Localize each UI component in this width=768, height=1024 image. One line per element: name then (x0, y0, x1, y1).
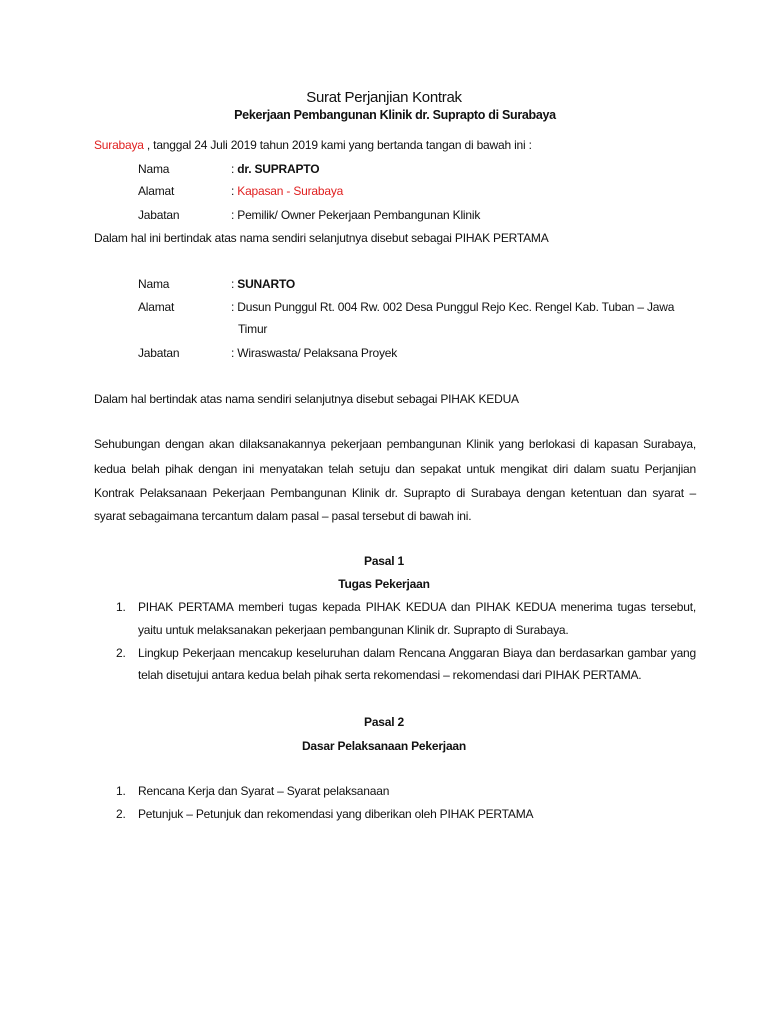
pasal2-subheading: Dasar Pelaksanaan Pekerjaan (301, 739, 467, 753)
pihak2-jabatan-label: Jabatan (138, 346, 180, 360)
pihak2-alamat-value-line1: Dusun Punggul Rt. 004 Rw. 002 Desa Punggul Rejo Kec. Rengel Kab. Tuban – Jawa (237, 300, 675, 314)
paragraph-line-4: syarat sebagaimana tercantum dalam pasal – pasal tersebut di bawah ini. (94, 509, 472, 523)
pasal2-item1-number: 1. (116, 784, 126, 798)
pasal2-heading: Pasal 2 (364, 715, 404, 729)
pasal1-item2-line2: telah disetujui antara kedua belah pihak serta rekomendasi – rekomendasi dari PIHAK PERTAMA. (138, 668, 642, 682)
pihak1-nama-field (231, 162, 319, 176)
colon: : (231, 300, 235, 314)
pihak1-nama-label: Nama (138, 162, 170, 176)
pihak2-nama-value: SUNARTO (237, 277, 295, 291)
intro-text: , tanggal 24 Juli 2019 tahun 2019 kami yang bertanda tangan di bawah ini : (143, 138, 532, 152)
colon: : (231, 277, 235, 291)
pihak1-nama-value: dr. SUPRAPTO (237, 162, 320, 176)
pihak2-nama-label: Nama (138, 277, 170, 291)
document-subtitle: Pekerjaan Pembangunan Klinik dr. Suprapto di Surabaya (234, 108, 556, 122)
pihak1-jabatan-field (231, 208, 480, 222)
paragraph-line-1: Sehubungan dengan akan dilaksanakannya pekerjaan pembangunan Klinik yang berlokasi di kapasan Surabaya, (94, 437, 696, 451)
paragraph-line-3: Kontrak Pelaksanaan Pekerjaan Pembangunan Klinik dr. Suprapto di Surabaya dengan ketentuan dan syarat – (94, 486, 696, 500)
pasal2-item1-text: Rencana Kerja dan Syarat – Syarat pelaksanaan (138, 784, 390, 798)
pihak1-jabatan-value: Pemilik/ Owner Pekerjaan Pembangunan Klinik (237, 208, 481, 222)
pasal2-item2-text: Petunjuk – Petunjuk dan rekomendasi yang diberikan oleh PIHAK PERTAMA (138, 807, 534, 821)
document-title: Surat Perjanjian Kontrak (306, 89, 462, 106)
pihak1-statement: Dalam hal ini bertindak atas nama sendiri selanjutnya disebut sebagai PIHAK PERTAMA (94, 231, 549, 245)
pihak1-alamat-value: Kapasan - Surabaya (237, 184, 344, 198)
pihak2-jabatan-field (231, 346, 397, 360)
paragraph-line-2: kedua belah pihak dengan ini menyatakan telah setuju dan sepakat untuk mengikat diri dalam suatu Perjanjian (94, 462, 696, 476)
pihak2-statement: Dalam hal bertindak atas nama sendiri selanjutnya disebut sebagai PIHAK KEDUA (94, 392, 519, 406)
pihak2-alamat-field (231, 300, 674, 314)
pasal1-subheading: Tugas Pekerjaan (338, 577, 430, 591)
pihak2-nama-field (231, 277, 295, 291)
pasal1-item1-line2: yaitu untuk melaksanakan pekerjaan pembangunan Klinik dr. Suprapto di Surabaya. (138, 623, 569, 637)
pihak1-jabatan-label: Jabatan (138, 208, 180, 222)
pihak1-alamat-field (231, 184, 343, 198)
pihak2-alamat-label: Alamat (138, 300, 175, 314)
pasal1-item1-number: 1. (116, 600, 126, 614)
intro-line (94, 138, 532, 152)
colon: : (231, 162, 235, 176)
pihak2-alamat-value-line2: Timur (238, 322, 268, 336)
pasal1-item2-line1: Lingkup Pekerjaan mencakup keseluruhan dalam Rencana Anggaran Biaya dan berdasarkan gambar yang (138, 646, 696, 660)
colon: : (231, 208, 235, 222)
pasal1-heading: Pasal 1 (364, 554, 404, 568)
pasal1-item1-line1: PIHAK PERTAMA memberi tugas kepada PIHAK KEDUA dan PIHAK KEDUA menerima tugas tersebut, (138, 600, 696, 614)
colon: : (231, 346, 235, 360)
colon: : (231, 184, 235, 198)
pihak1-alamat-label: Alamat (138, 184, 175, 198)
intro-city: Surabaya (94, 138, 144, 152)
pihak2-jabatan-value: Wiraswasta/ Pelaksana Proyek (237, 346, 398, 360)
pasal1-item2-number: 2. (116, 646, 126, 660)
pasal2-item2-number: 2. (116, 807, 126, 821)
